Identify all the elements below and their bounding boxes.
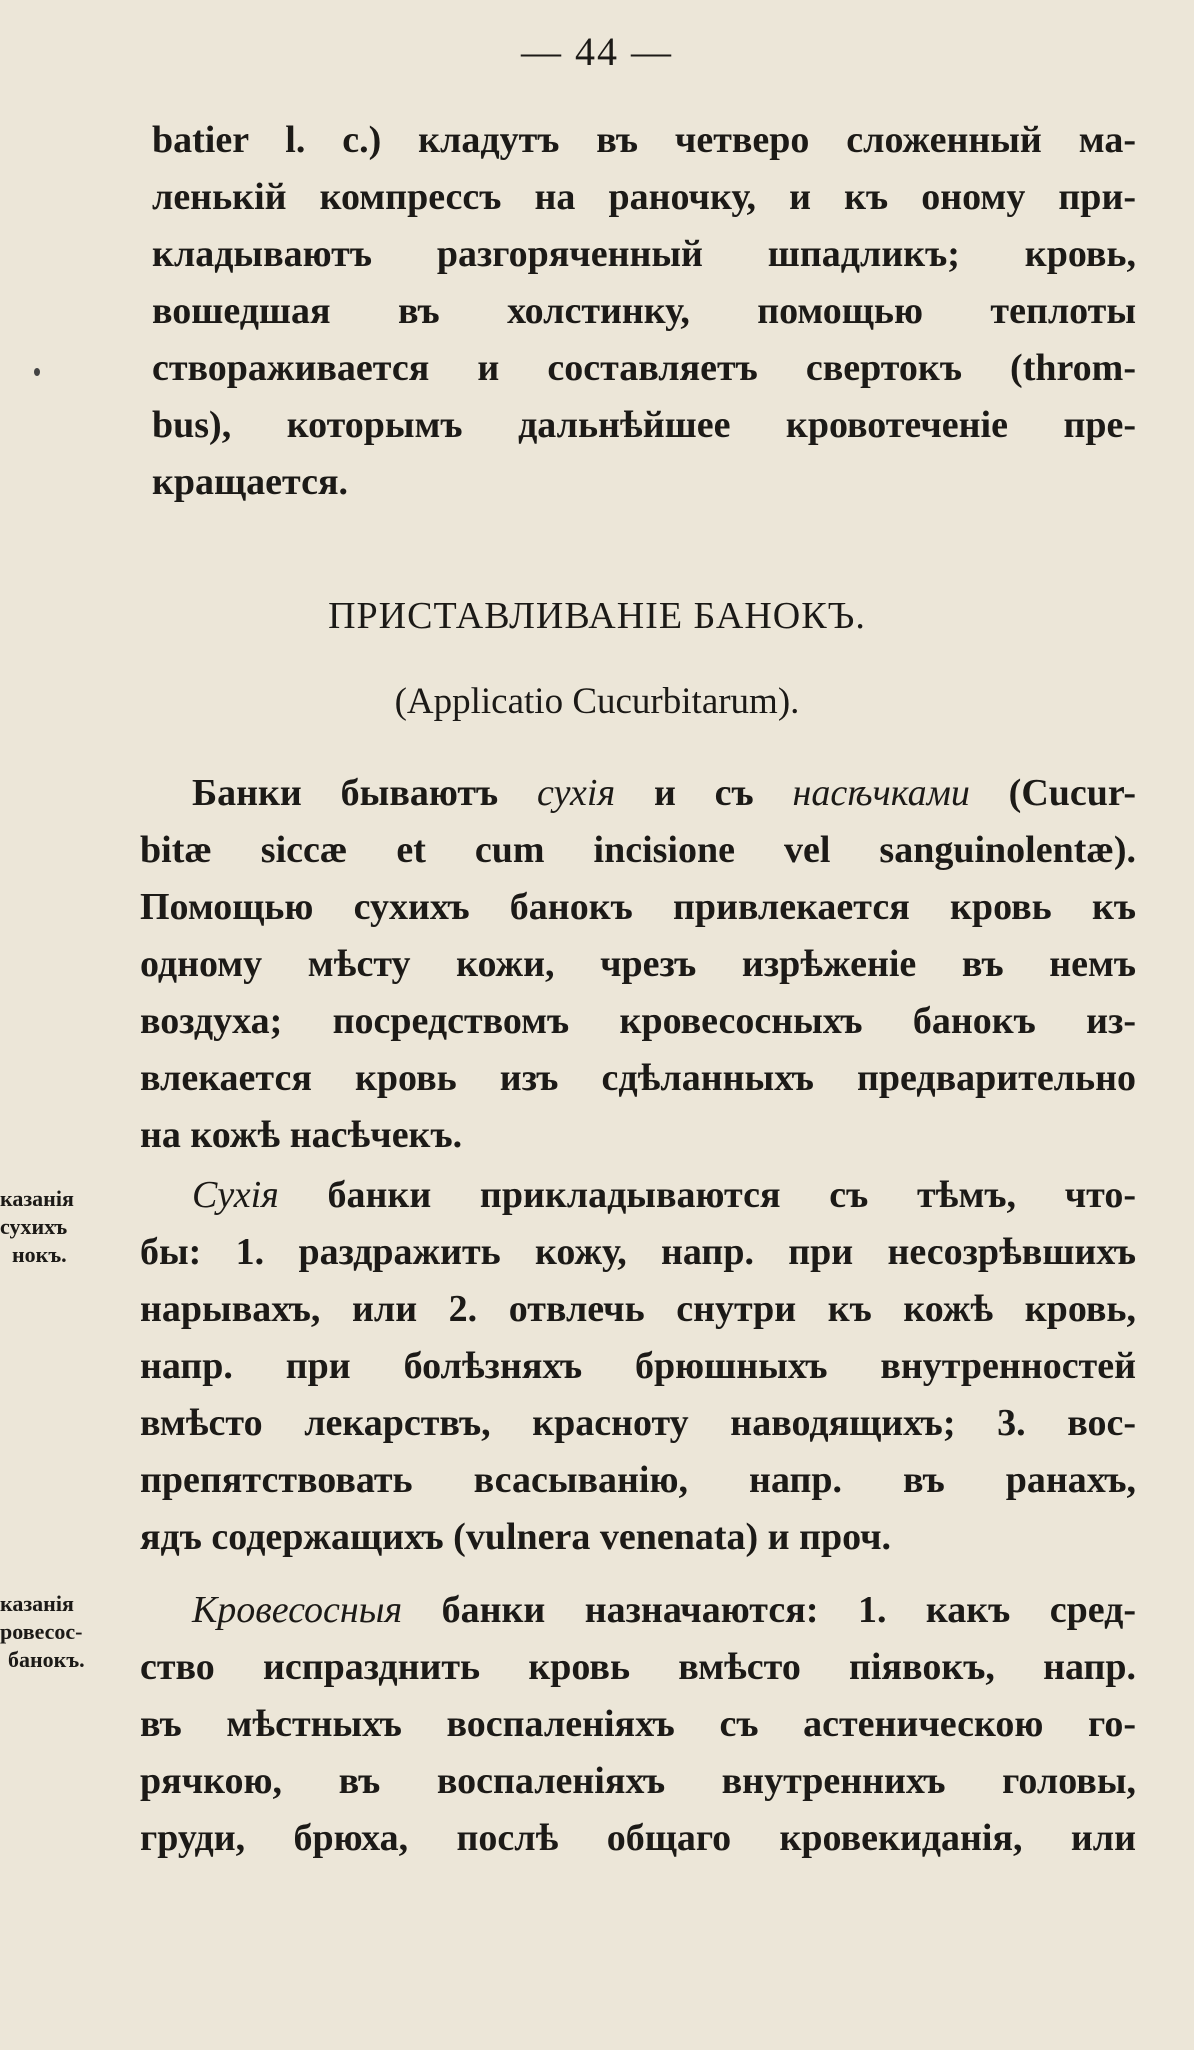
text-line: створаживается и составляетъ свертокъ (throm- <box>152 347 1136 389</box>
text-line: Сухія банки прикладываются съ тѣмъ, что- <box>192 1174 1136 1216</box>
text-line: ство испразднить кровь вмѣсто піявокъ, напр. <box>140 1646 1136 1688</box>
text-line: Кровесосныя банки назначаются: 1. какъ сред- <box>192 1589 1136 1631</box>
margin-note-line: сухихъ <box>0 1214 68 1239</box>
text-line: нарывахъ, или 2. отвлечь снутри къ кожѣ кровь, <box>140 1288 1136 1330</box>
margin-dot <box>34 368 40 376</box>
text-line: batier l. c.) кладутъ въ четверо сложенный ма- <box>152 119 1136 161</box>
text-line: бы: 1. раздражить кожу, напр. при несозрѣвшихъ <box>140 1231 1136 1273</box>
margin-note-dry-cups <box>0 1185 140 1269</box>
text-line: Банки бываютъ сухія и съ насѣчками (Cucur- <box>192 772 1137 814</box>
text-line: груди, брюха, послѣ общаго кровекиданія, или <box>140 1817 1136 1859</box>
text-line: вошедшая въ холстинку, помощью теплоты <box>152 290 1136 332</box>
paragraph-1 <box>152 112 1136 511</box>
text-line: влекается кровь изъ сдѣланныхъ предварительно <box>140 1057 1136 1099</box>
text-line: кращается. <box>152 461 349 503</box>
text-line: вмѣсто лекарствъ, красноту наводящихъ; 3. вос- <box>140 1402 1136 1444</box>
text-line: въ мѣстныхъ воспаленіяхъ съ астеническою го- <box>140 1703 1136 1745</box>
margin-note-line: нокъ. <box>12 1242 67 1267</box>
margin-note-wet-cups <box>0 1590 140 1674</box>
text-line: Помощью сухихъ банокъ привлекается кровь къ <box>140 886 1136 928</box>
text-line: напр. при болѣзняхъ брюшныхъ внутренностей <box>140 1345 1136 1387</box>
paragraph-2 <box>140 765 1136 1164</box>
section-title: ПРИСТАВЛИВАНІЕ БАНОКЪ. <box>328 595 866 637</box>
text-line: ленькій компрессъ на раночку, и къ оному при- <box>152 176 1136 218</box>
text-line: bus), которымъ дальнѣйшее кровотеченіе пре- <box>152 404 1136 446</box>
text-line: рячкою, въ воспаленіяхъ внутреннихъ головы, <box>140 1760 1136 1802</box>
margin-note-line: банокъ. <box>8 1647 85 1672</box>
text-line: воздуха; посредствомъ кровесосныхъ банокъ из- <box>140 1000 1136 1042</box>
text-line: bitæ siccæ et cum incisione vel sanguinolentæ). <box>140 829 1136 871</box>
text-line: кладываютъ разгоряченный шпадликъ; кровь, <box>152 233 1136 275</box>
paragraph-3 <box>140 1167 1136 1566</box>
page-number: — 44 — <box>521 29 673 74</box>
text-line: препятствовать всасыванію, напр. въ ранахъ, <box>140 1459 1136 1501</box>
section-subtitle: (Applicatio Cucurbitarum). <box>394 681 800 722</box>
margin-note-line: казанія <box>0 1186 74 1211</box>
text-line: ядъ содержащихъ (vulnera venenata) и проч. <box>140 1516 892 1558</box>
text-line: на кожѣ насѣчекъ. <box>140 1114 463 1156</box>
margin-note-line: ровесос- <box>0 1619 83 1644</box>
margin-note-line: казанія <box>0 1591 74 1616</box>
paragraph-4 <box>140 1582 1136 1867</box>
text-line: одному мѣсту кожи, чрезъ изрѣженіе въ немъ <box>140 943 1136 985</box>
